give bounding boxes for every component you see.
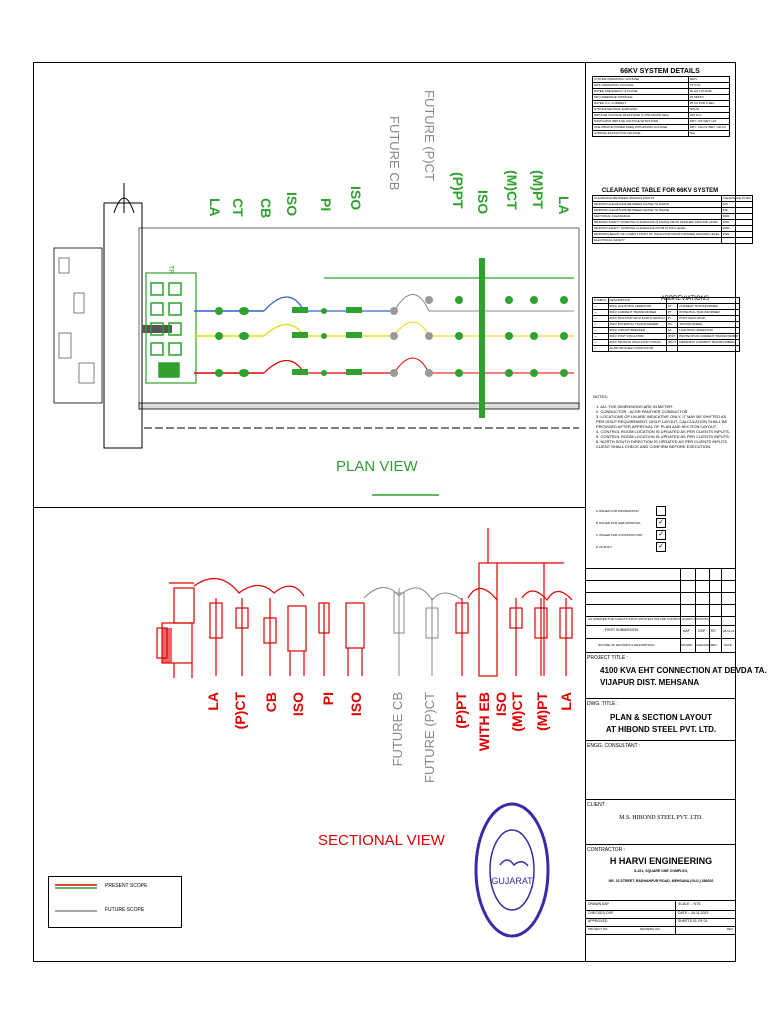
- issue-checkbox: ✓: [656, 542, 666, 552]
- abbreviation-cell: 66KV POTENTIAL TRANSFORMER: [608, 322, 666, 328]
- abbreviation-symbol: —: [593, 322, 609, 328]
- note-item: 6. NORTH SOUTH DIRECTION IS UPDATED AS PER CLIENTS INPUTS. CLIENT SHALL CHECK AND CONFIRM BEFORE EXECUTION.: [596, 439, 729, 449]
- abbreviation-cell: 66KV LIGHTNING ARRESTOR: [608, 304, 666, 310]
- plan-label-tr: TR.: [167, 265, 174, 277]
- section-label-mpt: (M)PT: [534, 692, 550, 731]
- legend-future: FUTURE SCOPE: [105, 907, 145, 913]
- system-details-cell: SWITCHING IMPULSE VOLTAGE WITHSTAND: [593, 119, 689, 125]
- note-item: 1. ALL THE DIMENSIONS ARE IN METER.: [596, 404, 674, 409]
- revision-header-checked: CHECKED: [696, 643, 711, 647]
- plan-view-title: PLAN VIEW: [336, 458, 418, 475]
- note-item: 5. CONTROL ROOM LOCATION IS UPDATED AS PER CLIENTS INPUTS.: [596, 434, 730, 439]
- clearance-table: [592, 195, 753, 244]
- abbreviation-cell: ACSR PANTHER CONDUCTOR: [608, 346, 666, 352]
- plan-label-future-pct: FUTURE (P)CT: [422, 90, 437, 181]
- system-details-cell: SYSTEM NEUTRAL EARTHING: [593, 107, 689, 113]
- system-details-cell: IMPULSE VOLTAGE WITHSTAND (1.2/50 MICRO SEC): [593, 113, 689, 119]
- clearance-cell: 3000: [721, 214, 752, 220]
- abbreviation-symbol: —: [593, 340, 609, 346]
- system-details-title: 66KV SYSTEM DETAILS: [620, 68, 700, 75]
- clearance-cell: [721, 238, 752, 244]
- room-layout: [54, 248, 102, 403]
- issue-checkbox: ✓: [656, 518, 666, 528]
- scope-legend: [48, 876, 182, 928]
- contractor-address-2: NR. 32 STREET, RADHANPUR ROAD, MEHSANA (GUJ.) 384002: [608, 879, 714, 883]
- tb-project-no: PROJECT NO: [588, 927, 608, 931]
- section-label-pi: PI: [320, 692, 336, 706]
- section-future: [364, 587, 462, 676]
- clearance-cell: CLEARANCE BETWEEN VARIOUS POINTS: [593, 196, 722, 202]
- abbreviation-cell: (P)CT: [667, 334, 676, 338]
- clearance-cell: MINIMUM SAFETY WORKING CLEARANCE FROM PLINTH LEVEL: [593, 226, 722, 232]
- revision-drawn: AAP: [683, 629, 691, 633]
- system-details-cell: DRY: 140 KV WET: 140 KV: [688, 125, 729, 131]
- abbreviation-symbol: —: [593, 334, 609, 340]
- revision-note: AS UPDATED THE CLIENT'S INPUT (PROTECTION AND CONTROL ROOM LOCATION): [588, 617, 709, 621]
- section-label-future-pct: FUTURE (P)CT: [422, 692, 437, 783]
- issue-status-item: [594, 505, 664, 517]
- abbreviation-cell: TRANSFORMER: [678, 322, 740, 328]
- revision-date: 26.11.23: [723, 629, 735, 633]
- svg-text:GUJARAT: GUJARAT: [491, 876, 533, 886]
- abbreviation-cell: POTENTIAL TRANSFORMER: [678, 310, 740, 316]
- contractor-label: CONTRACTOR :: [587, 847, 625, 853]
- plan-label-cb: CB: [258, 198, 274, 219]
- tb-rev: REV: [727, 927, 734, 931]
- notes-list: [596, 404, 732, 449]
- clearance-cell: SECTIONAL CLEARANCE: [593, 214, 722, 220]
- plan-label-future-cb: FUTURE CB: [387, 116, 402, 191]
- revision-header-date: DATE: [724, 643, 732, 647]
- revision-header-rev: REV: [711, 643, 718, 647]
- section-label-iso-3: ISO: [493, 692, 509, 717]
- clearance-cell: MINIMUM CLEARANCE BETWEEN PHASE TO PHASE: [593, 208, 722, 214]
- abbreviation-symbol: —: [593, 346, 609, 352]
- plan-label-ct: CT: [230, 198, 246, 217]
- system-details-cell: 25 MM/KV: [688, 95, 729, 101]
- system-details-cell: RATED S.C. CURRENT: [593, 101, 689, 107]
- issue-status-label: C ISSUED FOR CONSTRUCTION: [596, 533, 643, 537]
- abbreviation-symbol: —: [593, 304, 609, 310]
- issue-checkbox: ✓: [656, 530, 666, 540]
- clearance-cell: 630: [721, 208, 752, 214]
- revision-header-drawn: DRAWN: [681, 643, 693, 647]
- system-details-cell: SOLID: [688, 107, 729, 113]
- abbreviation-row: [593, 346, 740, 352]
- issue-status-item: [594, 529, 664, 541]
- system-details-cell: SYSTEM OPERATING VOLTAGE: [593, 77, 689, 83]
- notes-title: NOTES:: [593, 394, 608, 399]
- issue-status: [594, 505, 664, 560]
- abbreviation-cell: PI: [666, 316, 678, 322]
- project-title-line1: 4100 KVA EHT CONNECTION AT DEVDA TA.: [600, 666, 767, 675]
- plan-label-la-2: LA: [556, 196, 572, 215]
- client-label: CLIENT :: [587, 802, 608, 808]
- abbreviations-table: [592, 297, 740, 352]
- plan-label-mct: (M)CT: [504, 170, 520, 210]
- section-label-pct: (P)CT: [232, 692, 248, 730]
- system-details-cell: CORONA EXTINCTION VOLTAGE: [593, 131, 689, 137]
- abbreviation-cell: [678, 346, 740, 352]
- system-details-row: [593, 131, 730, 137]
- sectional-view-drawing: [34, 508, 584, 808]
- system-details-cell: DRY: N/A WET: N/A: [688, 119, 729, 125]
- section-label-iso-2: ISO: [348, 692, 364, 717]
- revision-checked: DSP: [698, 629, 706, 633]
- clearance-cell: MINIMUM CLEARANCE BETWEEN PHASE TO EARTH: [593, 202, 722, 208]
- revision-first-submission: FIRST SUBMISSION: [605, 628, 638, 632]
- system-details-row: [593, 125, 730, 131]
- note-item: 2. CONDUCTOR : ACSR PANTHER CONDUCTOR: [596, 409, 688, 414]
- plan-label-pi: PI: [318, 198, 334, 212]
- abbreviation-symbol: —: [593, 316, 609, 322]
- system-details-cell: 50 HZ 3 PHASE: [688, 89, 729, 95]
- tb-approved: APPROVED: [588, 919, 608, 923]
- revision-rev: R0: [711, 629, 716, 633]
- title-block-separator: [585, 62, 586, 962]
- section-label-mct: (M)CT: [509, 692, 525, 732]
- clearance-cell: 4000: [721, 220, 752, 226]
- clearance-cell: 2500: [721, 232, 752, 238]
- section-label-la: LA: [205, 692, 221, 711]
- issue-status-label: A ISSUED FOR INFORMATION: [596, 509, 639, 513]
- tb-scale: SCALE :- NTS: [678, 902, 701, 906]
- tb-drawing-no: DRAWING NO.: [640, 927, 661, 931]
- abbreviations-header-cell: DESCRIPTION: [608, 298, 666, 304]
- clearance-cell: MINIMUM HEIGHT OF LOWEST POINT OF INSULATOR FROM FINISHED GROUND LEVEL: [594, 232, 720, 236]
- tb-date: DATE :- 26.11.2023: [678, 911, 709, 915]
- system-details-cell: MIN CREEPAGE DISTANCE: [593, 95, 689, 101]
- dwg-title-line2: AT HIBOND STEEL PVT. LTD.: [605, 725, 717, 734]
- tb-sheet: SHEETS 01 OF 01: [678, 919, 708, 923]
- section-label-iso-1: ISO: [290, 692, 306, 717]
- plan-view-drawing: [34, 63, 584, 507]
- section-equipment: [157, 528, 572, 678]
- sectional-view-title: SECTIONAL VIEW: [318, 832, 445, 849]
- section-label-future-cb: FUTURE CB: [390, 692, 405, 767]
- system-details-cell: ONE MINUTE POWER FREQ WITHSTAND VOLTAGE: [593, 125, 689, 131]
- plan-label-iso-1: ISO: [284, 192, 300, 217]
- dwg-title-label: DWG. TITLE :: [587, 701, 619, 707]
- abbreviation-cell: CURRENT TRANSFORMER: [678, 304, 740, 310]
- abbreviations-title: ABBREVIATIONS: [661, 296, 709, 302]
- plan-label-ppt: (P)PT: [450, 172, 466, 209]
- control-building: [104, 203, 142, 448]
- boundary-wall-bottom: [139, 403, 579, 409]
- abbreviation-cell: CT: [666, 304, 678, 310]
- clearance-row: [593, 238, 753, 244]
- abbreviation-cell: 66KV CIRCUIT BREAKER: [608, 328, 666, 334]
- abbreviation-symbol: —: [593, 310, 609, 316]
- project-title-line2: VIJAPUR DIST. MEHSANA: [600, 678, 700, 687]
- section-label-cb: CB: [263, 692, 279, 713]
- section-label-ppt: (P)PT: [453, 692, 469, 729]
- abbreviation-cell: [666, 346, 678, 352]
- system-details-cell: N/A: [688, 131, 729, 137]
- system-details-cell: 25 KA FOR 3 SEC: [688, 101, 729, 107]
- system-details-cell: MAX OPERATING VOLTAGE: [593, 83, 689, 89]
- clearance-cell: 3500: [721, 226, 752, 232]
- contractor-name: H HARVI ENGINEERING: [609, 856, 713, 866]
- clearance-cell: MINIMUM SAFETY WORKING CLEARANCE (6 KG/PH) FROM FINISHED GROUND LEVEL: [593, 220, 722, 226]
- tb-drawn: DRAWN AAP: [588, 902, 609, 906]
- clearance-row: [593, 232, 753, 238]
- section-label-la-2: LA: [558, 692, 574, 711]
- system-details-table: [592, 76, 730, 137]
- abbreviation-cell: 66KV TENSION INSULATOR STRING: [608, 340, 666, 346]
- clearance-row: [593, 220, 753, 226]
- abbreviation-cell: (M)CT: [667, 340, 677, 344]
- abbreviation-cell: LIGHTNING ARRESTOR: [678, 328, 740, 334]
- abbreviation-cell: PT: [666, 310, 678, 316]
- abbreviation-cell: 66KV ISOLATOR WITH EARTH SWITCH: [609, 316, 665, 320]
- company-stamp: [472, 800, 552, 940]
- dwg-title-line1: PLAN & SECTION LAYOUT: [610, 713, 712, 722]
- issue-status-label: B ISSUED FOR GEB APPROVAL: [596, 521, 641, 525]
- plan-label-iso-3: ISO: [475, 190, 491, 215]
- plan-label-la: LA: [207, 198, 223, 217]
- abbreviation-cell: LA: [666, 328, 678, 334]
- issue-checkbox: [656, 506, 666, 516]
- plan-label-iso-2: ISO: [348, 186, 364, 211]
- tb-checked: CHECKED DSP: [588, 911, 614, 915]
- system-details-cell: 66KV: [688, 77, 729, 83]
- abbreviation-symbol: —: [593, 328, 609, 334]
- abbreviation-cell: PROTECTION CURRENT TRANSFORMER: [679, 334, 739, 338]
- contractor-address-1: S-221, SQUARE ONE COMPLEX,: [633, 869, 689, 873]
- abbreviation-cell: TR: [666, 322, 678, 328]
- abbreviation-cell: POST INSULATOR: [678, 316, 740, 322]
- clearance-cell: CLEARANCE IN MM: [722, 196, 751, 200]
- issue-status-label: D AS BUILT: [596, 545, 612, 549]
- client-name: M.S. HIBOND STEEL PVT. LTD.: [619, 815, 703, 821]
- clearance-title: CLEARANCE TABLE FOR 66KV SYSTEM: [601, 188, 719, 194]
- clearance-row: [593, 226, 753, 232]
- clearance-cell: 630: [721, 202, 752, 208]
- project-title-label: PROJECT TITLE :: [587, 655, 628, 661]
- boundary-wall: [139, 228, 579, 408]
- section-label-with-eb: WITH EB: [476, 692, 492, 752]
- consultant-label: ENGG. CONSULTANT :: [587, 743, 641, 749]
- abbreviations-header-cell: SYMBOL: [594, 298, 607, 302]
- abbreviation-cell: 66KV CURRENT TRANSFORMER: [608, 310, 666, 316]
- issue-status-item: [594, 517, 664, 529]
- legend-present: PRESENT SCOPE: [105, 883, 148, 889]
- abbreviation-cell: METERING CURRENT TRANSFORMER: [678, 340, 740, 346]
- clearance-cell: ELECTRICAL SAFETY: [593, 238, 722, 244]
- issue-status-item: [594, 541, 664, 553]
- abbreviation-cell: 66KV POST INSULATOR: [608, 334, 666, 340]
- system-details-cell: RATED FREQUENCY & PHASE: [593, 89, 689, 95]
- plan-label-mpt: (M)PT: [530, 170, 546, 209]
- system-details-cell: 325 KVp: [688, 113, 729, 119]
- revision-header-desc: NATURE OF REVISION & DESCRIPTION: [598, 643, 655, 647]
- note-item: 4. CONTROL ROOM LOCATION IS UPDATED AS PER CLIENTS INPUTS.: [596, 429, 730, 434]
- system-details-cell: 72.5 KV: [688, 83, 729, 89]
- note-item: 3. LOCATIONS OF LM ARE INDICATIVE ONLY. IT MAY BE SHIFTED AS PER DISLP REQUIREMENT. DISLP LAYOUT, CALCULATION SHALL BE PROVIDED AFTER APPROVAL OF PLAN AND SECTION LAYOUT.: [596, 414, 728, 429]
